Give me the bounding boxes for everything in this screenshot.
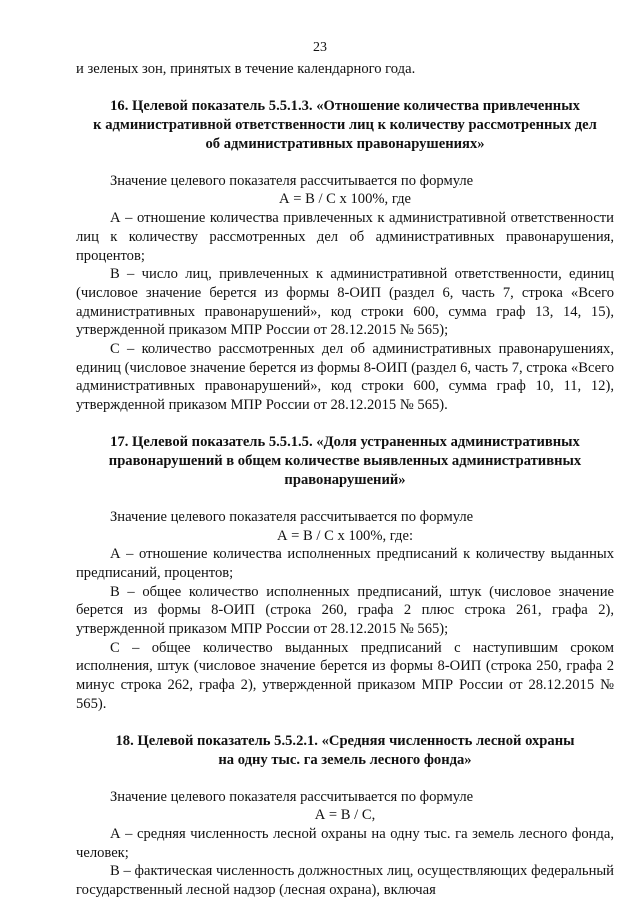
formula: А = В / С х 100%, где: (276, 527, 414, 544)
formula-intro: Значение целевого показателя рассчитывается по формуле (110, 172, 474, 189)
heading-line: правонарушений» (284, 471, 406, 488)
opening-line: и зеленых зон, принятых в течение календарного года. (76, 61, 416, 77)
definition-paragraph: В – число лиц, привлеченных к административной ответственности, единиц (числовое значение берется из формы 8-ОИП (раздел 6, часть 7, строка «Всего административных правонарушений», код строки 600, сумма граф 13, 14, 15), утвержденной приказом МПР России от 28.12.2015 № 565); (76, 266, 614, 339)
definition-paragraph: С – общее количество выданных предписаний с наступившим сроком исполнения, штук (числовое значение берется из формы 8-ОИП (строка 250, графа 2 минус строка 262, графа 2), утвержденной приказом МПР России от 28.12.2015 № 565). (76, 639, 614, 712)
formula-intro: Значение целевого показателя рассчитывается по формуле (110, 788, 474, 805)
heading-line: 16. Целевой показатель 5.5.1.3. «Отношение количества привлеченных (110, 97, 580, 114)
formula: А = В / С х 100%, где (279, 191, 411, 208)
definition-paragraph: А – отношение количества исполненных предписаний к количеству выданных предписаний, процентов; (76, 546, 614, 581)
section-18 (76, 732, 614, 900)
definition-paragraph: В – фактическая численность должностных лиц, осуществляющих федеральный государственный лесной надзор (лесная охрана), включая (76, 863, 614, 899)
heading-line: на одну тыс. га земель лесного фонда» (218, 751, 472, 768)
definition-paragraph: В – общее количество исполненных предписаний, штук (числовое значение берется из формы 8-ОИП (строка 260, графа 2 плюс строка 261, графа 2), утвержденной приказом МПР России от 28.12.2015 № 565); (76, 583, 614, 638)
heading-line: 18. Целевой показатель 5.5.2.1. «Средняя численность лесной охраны (115, 732, 575, 749)
section-heading (76, 97, 614, 154)
definition-paragraph: А – отношение количества привлеченных к административной ответственности лиц к количеству рассмотренных дел об административных правонарушения, процентов; (76, 210, 614, 264)
section-heading (76, 433, 614, 490)
definition-paragraph: А – средняя численность лесной охраны на одну тыс. га земель лесного фонда, человек; (76, 825, 614, 861)
section-17 (76, 433, 614, 714)
heading-line: 17. Целевой показатель 5.5.1.5. «Доля устраненных административных (110, 433, 580, 450)
document-body (76, 60, 614, 900)
section-heading (76, 732, 614, 770)
heading-line: правонарушений в общем количестве выявленных административных (108, 452, 582, 469)
formula: А = В / С, (314, 807, 376, 824)
heading-line: к административной ответственности лиц к количеству рассмотренных дел (93, 116, 597, 133)
page-number: 23 (313, 40, 327, 55)
section-16 (76, 97, 614, 415)
heading-line: об административных правонарушениях» (205, 135, 485, 152)
formula-intro: Значение целевого показателя рассчитывается по формуле (110, 508, 474, 525)
definition-paragraph: С – количество рассмотренных дел об административных правонарушениях, единиц (числовое значение берется из формы 8-ОИП (раздел 6, часть 7, строка «Всего административных правонарушений», код строки 600, сумма граф 10, 11, 12), утвержденной приказом МПР России от 28.12.2015 № 565). (76, 341, 614, 414)
